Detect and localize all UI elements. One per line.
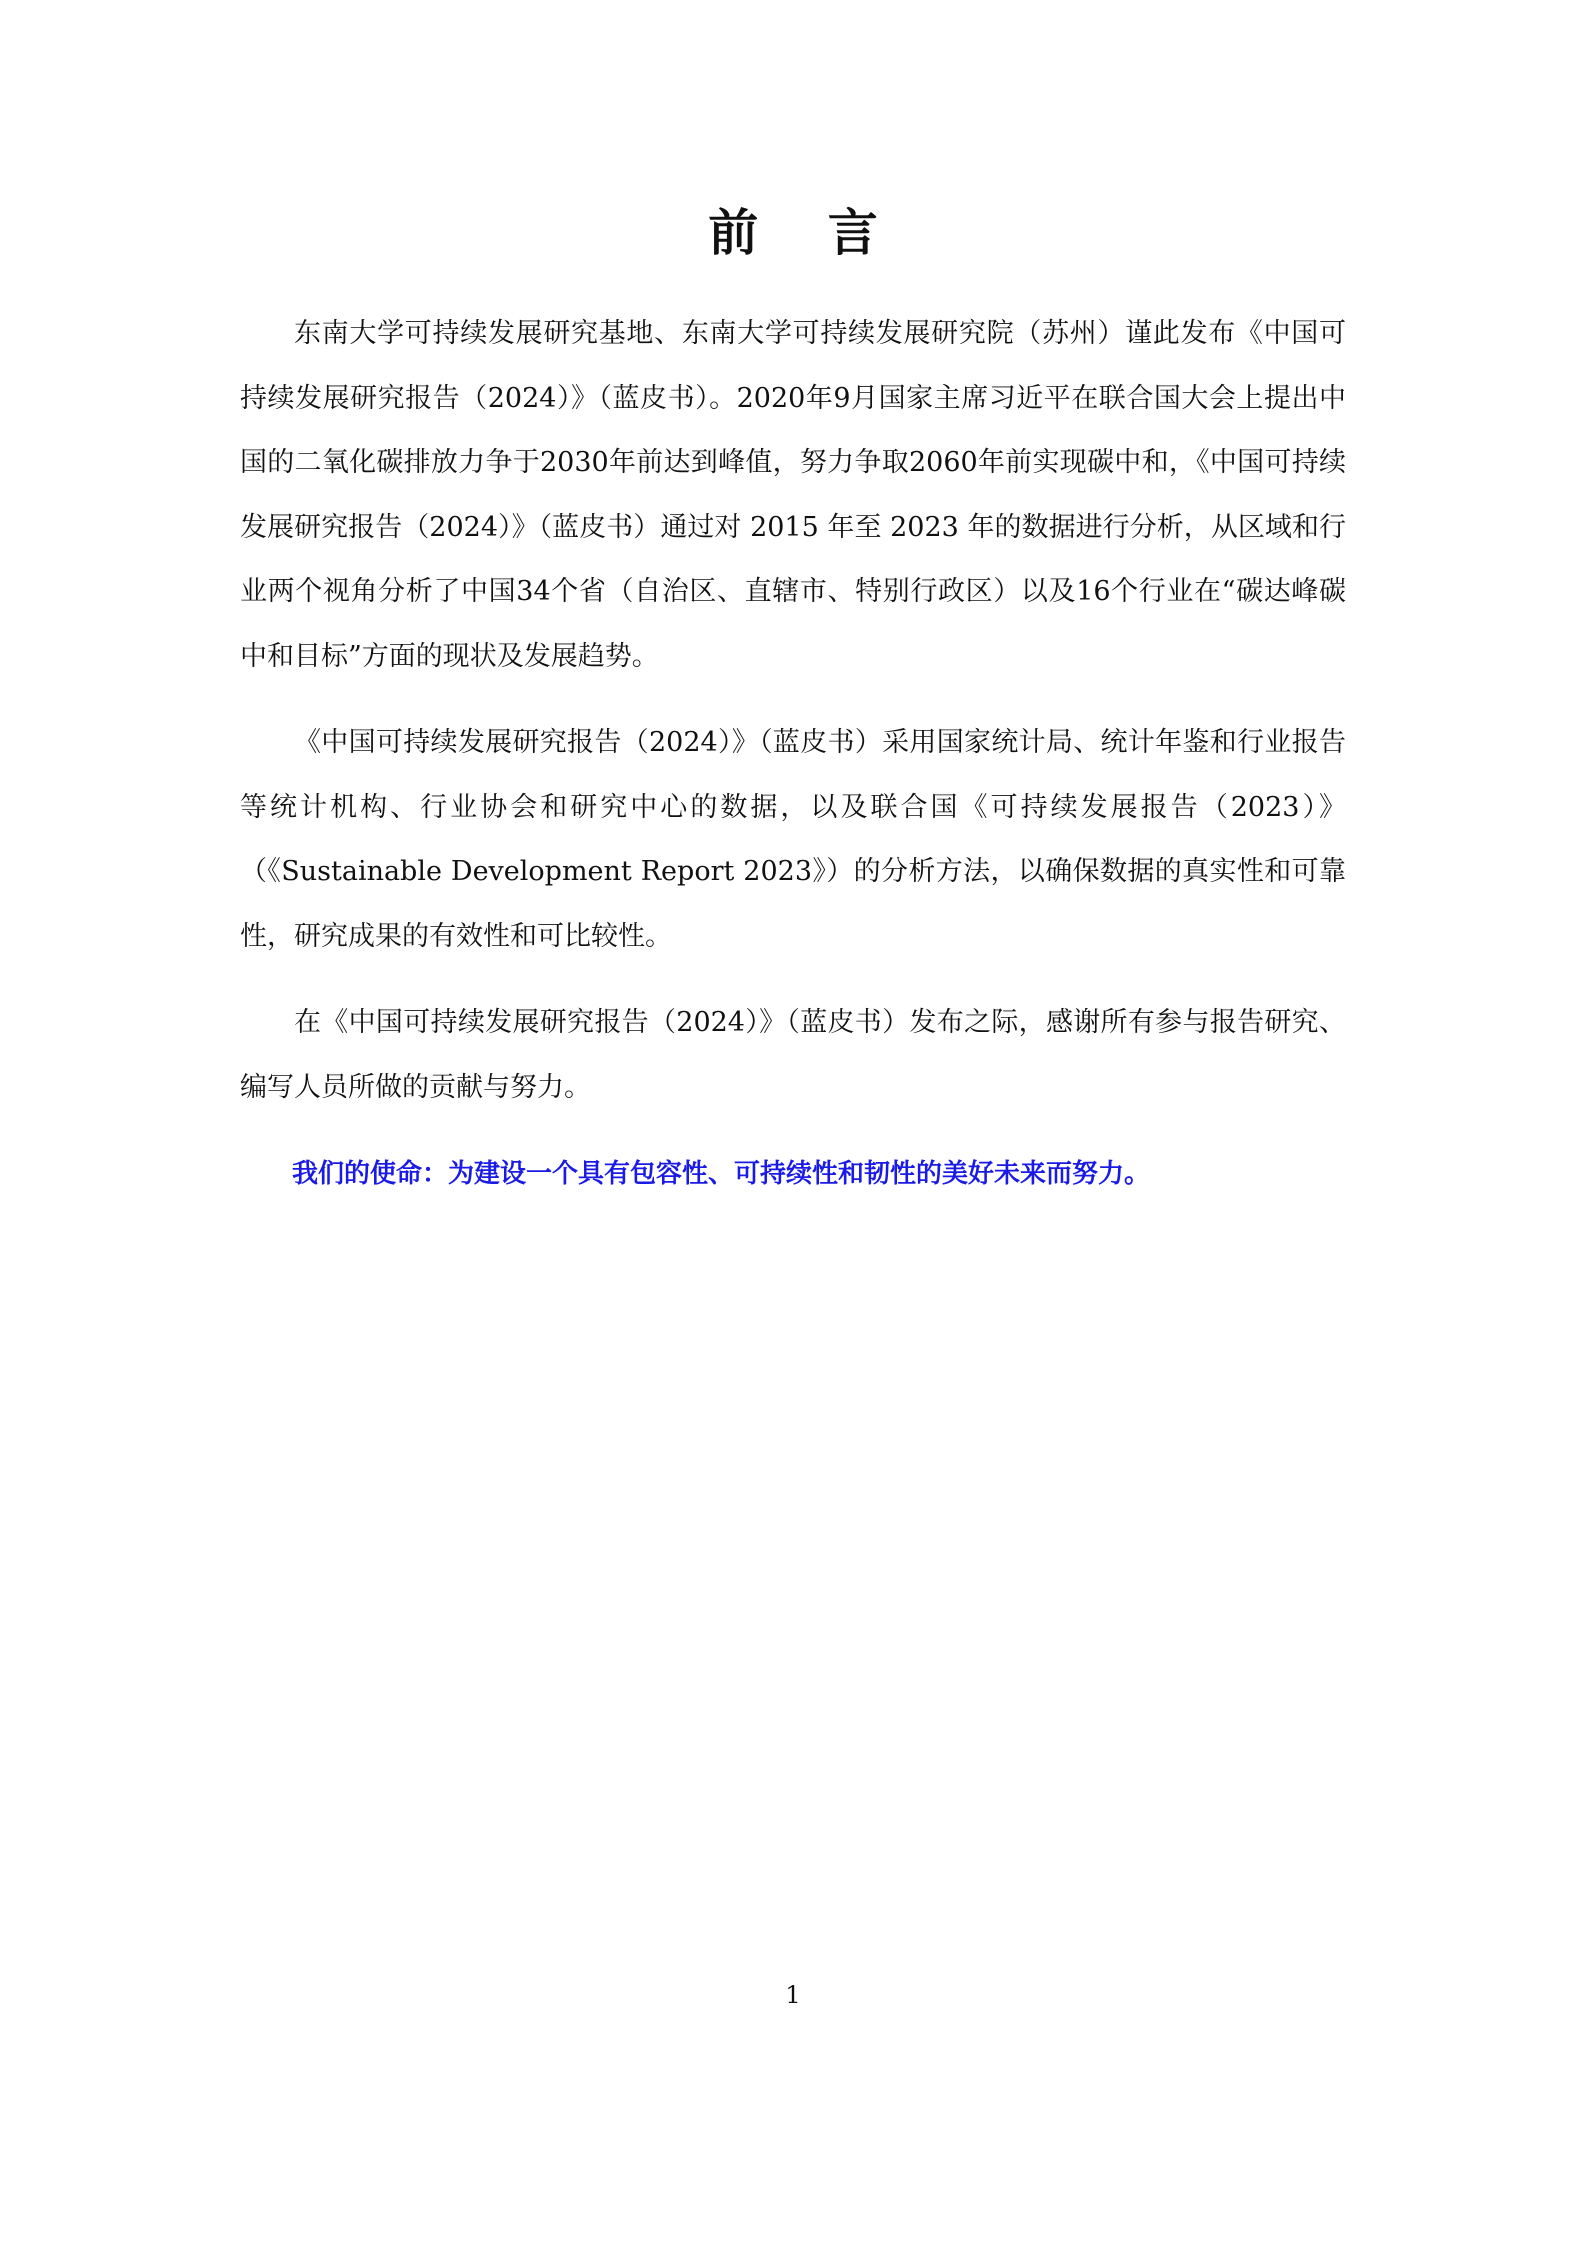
page-title: 前 言 [708, 204, 904, 262]
preface-paragraph-3: 在《中国可持续发展研究报告（2024）》（蓝皮书）发布之际，感谢所有参与报告研究、编写人员所做的贡献与努力。 [240, 1007, 1346, 1103]
mission-statement: 我们的使命：为建设一个具有包容性、可持续性和韧性的美好未来而努力。 [292, 1159, 1151, 1189]
preface-body [240, 302, 1346, 1206]
page-number: 1 [785, 1981, 801, 2009]
preface-paragraph-2: 《中国可持续发展研究报告（2024）》（蓝皮书）采用国家统计局、统计年鉴和行业报告等统计机构、行业协会和研究中心的数据，以及联合国《可持续发展报告（2023）》（《Sustainable Development Report 2023》）的分析方法，以确保数据的真实性和可靠性，研究成果的有效性和可比较性。 [240, 727, 1346, 952]
preface-paragraph-1: 东南大学可持续发展研究基地、东南大学可持续发展研究院（苏州）谨此发布《中国可持续发展研究报告（2024）》（蓝皮书）。2020年9月国家主席习近平在联合国大会上提出中国的二氧化碳排放力争于2030年前达到峰值，努力争取2060年前实现碳中和，《中国可持续发展研究报告（2024）》（蓝皮书）通过对 2015 年至 2023 年的数据进行分析，从区域和行业两个视角分析了中国34个省（自治区、直辖市、特别行政区）以及16个行业在“碳达峰碳中和目标”方面的现状及发展趋势。 [240, 318, 1346, 672]
